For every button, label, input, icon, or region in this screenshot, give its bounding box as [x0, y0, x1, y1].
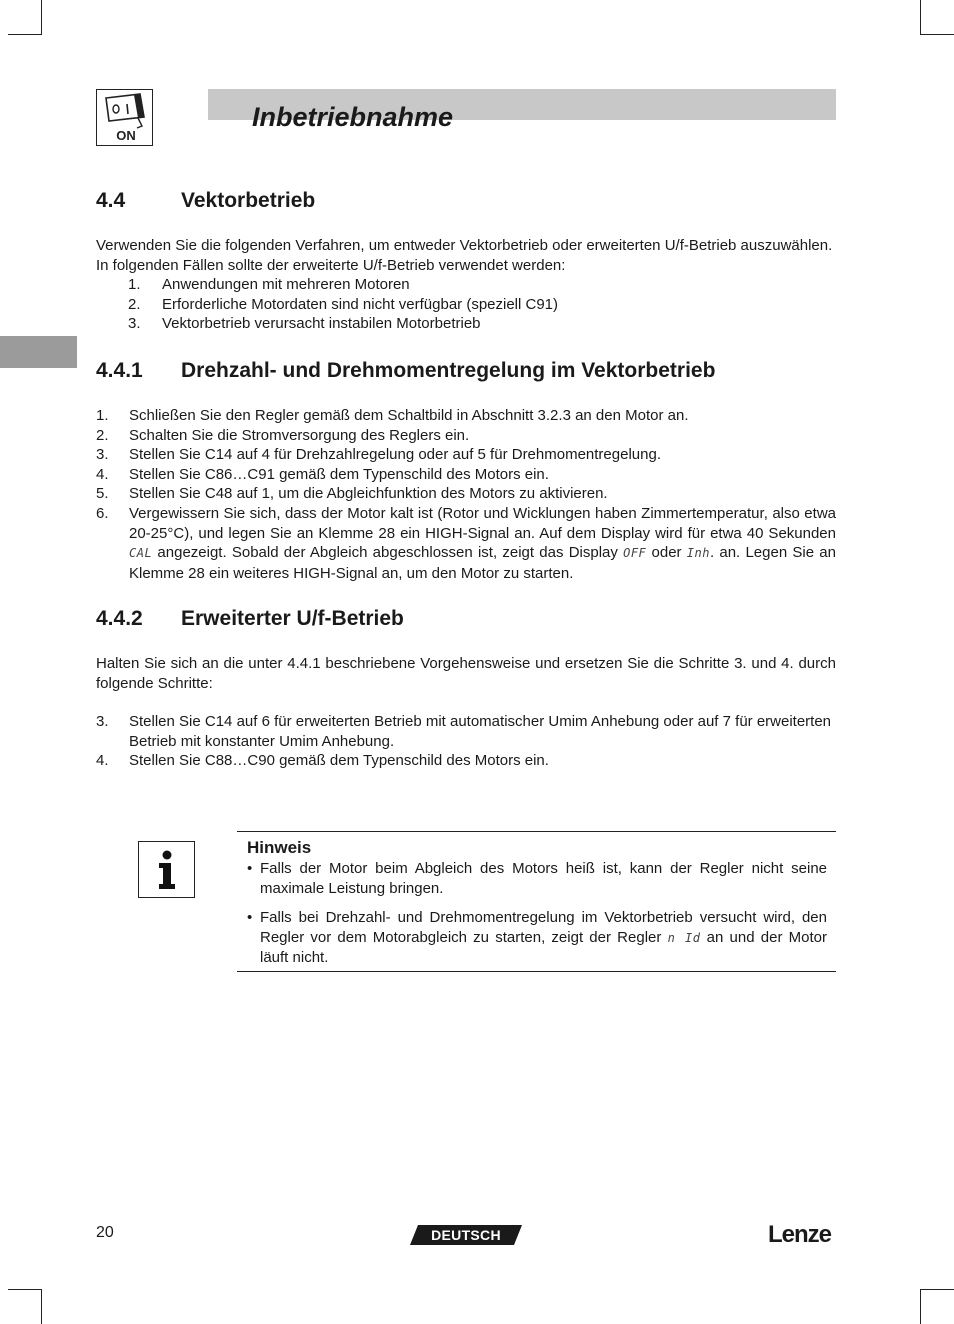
crop-mark-tr-h [920, 34, 954, 35]
list-item: • Falls der Motor beim Abgleich des Motors heiß ist, kann der Regler nicht seine maximale Leistung bringen. [247, 860, 827, 897]
list-item: 1. Schließen Sie den Regler gemäß dem Schaltbild in Abschnitt 3.2.3 an den Motor an. [96, 407, 689, 424]
note-top-rule [237, 831, 836, 832]
crop-mark-br-h [920, 1289, 954, 1290]
info-icon [138, 841, 195, 898]
language-label: DEUTSCH [431, 1227, 501, 1243]
list-item: 5. Stellen Sie C48 auf 1, um die Abgleichfunktion des Motors zu aktivieren. [96, 485, 608, 503]
language-badge [410, 1225, 522, 1245]
note-title: Hinweis [247, 838, 312, 857]
list-item: 2. Schalten Sie die Stromversorgung des Reglers ein. [96, 426, 470, 444]
brand-logo: Lenze [768, 1221, 832, 1248]
section-title: Erweiterter U/f-Betrieb [181, 607, 404, 630]
section-number: 4.4.2 [96, 607, 143, 630]
section-4-4-intro: Verwenden Sie die folgenden Verfahren, um entweder Vektorbetrieb oder erweiterten U/f-Betrieb auszuwählen. In folgenden Fällen sollte der erweiterte U/f-Betrieb verwendet werden: [96, 237, 833, 274]
crop-mark-tr-v [920, 0, 921, 34]
section-4-4-list [128, 275, 836, 334]
section-number: 4.4.1 [96, 359, 143, 382]
crop-mark-br-v [920, 1290, 921, 1324]
page-title: Inbetriebnahme [252, 102, 454, 132]
bullet-glyph: • [247, 860, 253, 877]
display-code-cal: CAL [129, 546, 153, 561]
crop-mark-tl-h [8, 34, 42, 35]
section-number: 4.4 [96, 189, 126, 212]
list-item: 3. Vektorbetrieb verursacht instabilen Motorbetrieb [128, 315, 481, 333]
note-bottom-rule [237, 971, 836, 972]
note-bullets [247, 859, 827, 968]
section-title: Vektorbetrieb [181, 189, 316, 212]
list-item: 4. Stellen Sie C88…C90 gemäß dem Typenschild des Motors ein. [96, 752, 549, 770]
bullet-glyph: • [247, 909, 253, 927]
section-heading-4-4-1 [96, 359, 836, 383]
section-4-4-2-intro: Halten Sie sich an die unter 4.4.1 beschriebene Vorgehensweise und ersetzen Sie die Schritte 3. und 4. durch folgende Schritte: [96, 655, 836, 692]
crop-mark-tl-v [41, 0, 42, 34]
section-title: Drehzahl- und Drehmomentregelung im Vektorbetrieb [181, 359, 716, 382]
crop-mark-bl-h [8, 1289, 42, 1290]
list-item: 2. Erforderliche Motordaten sind nicht verfügbar (speziell C91) [128, 295, 559, 313]
section-4-4-1-steps [96, 406, 836, 583]
section-4-4-2-steps [96, 712, 836, 771]
list-item: • Falls bei Drehzahl- und Drehmomentregelung im Vektorbetrieb versucht wird, den Regler vor dem Motorabgleich zu starten, zeigt der Regler n Id an und der Motor läuft nicht. [247, 909, 827, 967]
power-switch-label: ON [116, 128, 136, 143]
chapter-tab [0, 336, 77, 368]
list-item: 3. Stellen Sie C14 auf 4 für Drehzahlregelung oder auf 5 für Drehmomentregelung. [96, 446, 661, 464]
display-code-inh: Inh [686, 546, 710, 561]
section-heading-4-4-2 [96, 607, 836, 631]
display-code-off: OFF [623, 546, 647, 561]
section-heading-4-4 [96, 189, 836, 213]
display-code-nid: n Id [667, 930, 701, 945]
list-item: 6. Vergewissern Sie sich, dass der Motor kalt ist (Rotor und Wicklungen haben Zimmertemperatur, also etwa 20-25°C), und legen Sie an Klemme 28 ein HIGH-Signal an. Auf dem Display wird für etwa 40 Sekunden CAL angezeigt. Sobald der Abgleich abgeschlossen ist, zeigt das Display OFF oder Inh. an. Legen Sie an Klemme 28 ein weiteres HIGH-Signal an, um den Motor zu starten. [96, 504, 836, 582]
page-number: 20 [96, 1224, 114, 1241]
power-switch-icon [96, 89, 153, 146]
crop-mark-bl-v [41, 1290, 42, 1324]
list-item: 1. Anwendungen mit mehreren Motoren [128, 276, 410, 293]
list-item: 4. Stellen Sie C86…C91 gemäß dem Typenschild des Motors ein. [96, 465, 549, 483]
list-item: 3. Stellen Sie C14 auf 6 für erweiterten Betrieb mit automatischer Umim Anhebung oder auf 7 für erweiterten Betrieb mit konstanter Umim Anhebung. [96, 713, 832, 750]
